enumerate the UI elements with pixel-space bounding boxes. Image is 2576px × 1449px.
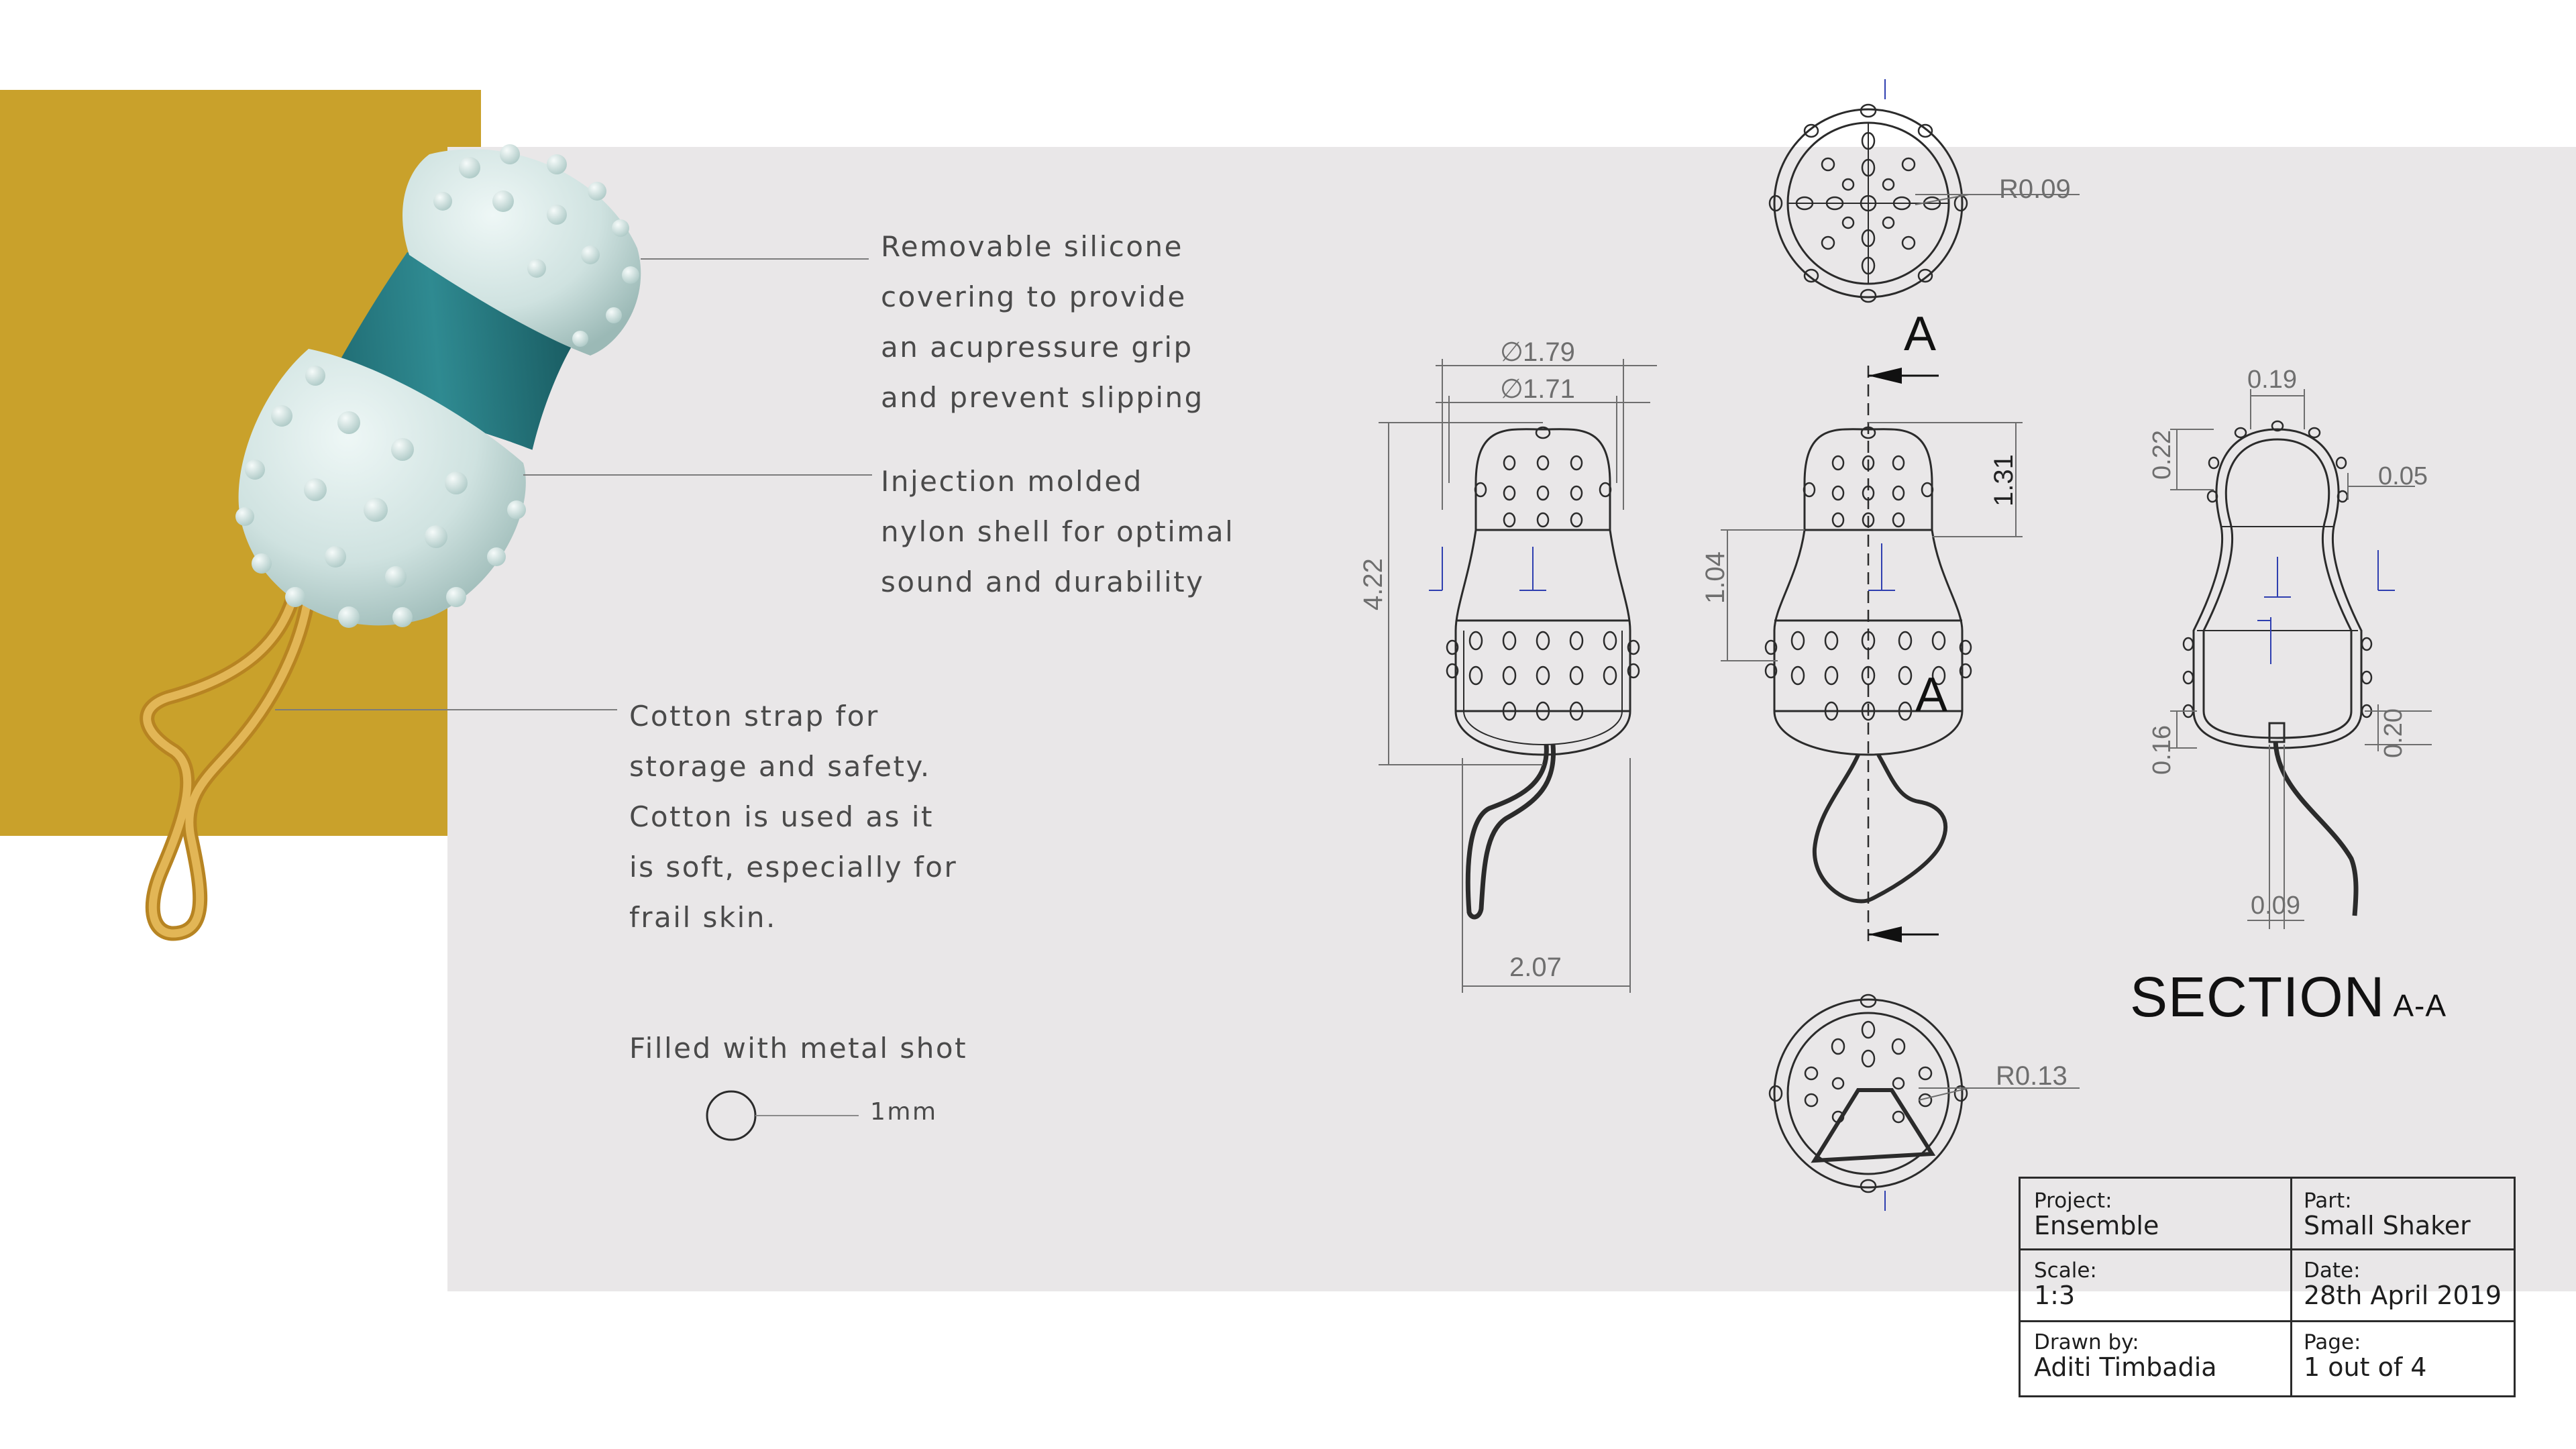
dim-total-height: 4.22 bbox=[1358, 558, 1388, 610]
part-label: Part: bbox=[2304, 1189, 2352, 1213]
axis-marks bbox=[1429, 79, 2395, 1211]
note-line: is soft, especially for bbox=[629, 851, 958, 883]
dim-waist-height: 1.04 bbox=[1701, 551, 1730, 604]
metal-shot-size: 1mm bbox=[870, 1098, 938, 1126]
dim-inner-diameter: 1.71 bbox=[1523, 374, 1575, 404]
part-value: Small Shaker bbox=[2304, 1211, 2471, 1240]
section-view bbox=[2184, 421, 2371, 916]
dim-section-hole: 0.09 bbox=[2251, 892, 2300, 920]
title-block-date bbox=[2290, 1248, 2516, 1320]
note-line: storage and safety. bbox=[629, 750, 931, 783]
section-markers bbox=[1904, 307, 1947, 722]
page-label: Page: bbox=[2304, 1330, 2361, 1354]
project-value: Ensemble bbox=[2034, 1211, 2159, 1240]
section-title-text: SECTION bbox=[2130, 965, 2385, 1028]
dimension-labels bbox=[1358, 174, 2428, 1091]
dim-section-side-thickness: 0.22 bbox=[2148, 430, 2176, 480]
note-line: Injection molded bbox=[881, 465, 1143, 498]
dim-section-top-thickness: 0.19 bbox=[2247, 366, 2297, 394]
dim-bottom-radius: R0.13 bbox=[1996, 1061, 2068, 1091]
date-label: Date: bbox=[2304, 1258, 2361, 1283]
dim-top-radius: R0.09 bbox=[1999, 174, 2071, 204]
project-label: Project: bbox=[2034, 1189, 2112, 1213]
title-block bbox=[2019, 1177, 2516, 1397]
top-view bbox=[1770, 105, 1967, 302]
note-line: frail skin. bbox=[629, 901, 777, 934]
section-title-suffix: A-A bbox=[2393, 988, 2447, 1023]
scale-label: Scale: bbox=[2034, 1258, 2097, 1283]
note-line: nylon shell for optimal bbox=[881, 515, 1235, 548]
note-line: an acupressure grip bbox=[881, 331, 1193, 364]
date-value: 28th April 2019 bbox=[2304, 1281, 2502, 1310]
dim-inner-diameter-symbol: ∅ bbox=[1500, 374, 1523, 404]
title-block-drawn-by bbox=[2021, 1320, 2290, 1397]
page-value: 1 out of 4 bbox=[2304, 1352, 2427, 1382]
section-marker-lower: A bbox=[1915, 668, 1948, 722]
dim-section-base-left: 0.16 bbox=[2148, 725, 2176, 775]
drawn-by-label: Drawn by: bbox=[2034, 1330, 2139, 1354]
drawn-by-value: Aditi Timbadia bbox=[2034, 1352, 2217, 1382]
section-title bbox=[2130, 965, 2447, 1030]
front-view bbox=[1447, 427, 1639, 917]
dim-outer-diameter: 1.79 bbox=[1523, 337, 1575, 367]
dim-top-height: 1.31 bbox=[1989, 454, 2019, 506]
bottom-view bbox=[1770, 995, 1967, 1192]
scale-value: 1:3 bbox=[2034, 1281, 2076, 1310]
title-block-project bbox=[2021, 1179, 2290, 1248]
front-view-holes bbox=[1470, 456, 1616, 720]
dim-section-small: 0.05 bbox=[2378, 462, 2428, 490]
bottom-view-bumps bbox=[1770, 995, 1967, 1192]
dim-total-width: 2.07 bbox=[1509, 953, 1562, 982]
note-line: Cotton strap for bbox=[629, 700, 879, 733]
section-marker-top: A bbox=[1904, 307, 1937, 361]
title-block-page bbox=[2290, 1320, 2516, 1397]
title-block-scale bbox=[2021, 1248, 2290, 1320]
note-line: Removable silicone bbox=[881, 230, 1183, 263]
front-view-bumps bbox=[1447, 427, 1639, 678]
bottom-view-holes bbox=[1805, 1022, 1931, 1122]
note-line: covering to provide bbox=[881, 280, 1187, 313]
note-line: Cotton is used as it bbox=[629, 800, 934, 833]
metal-shot-label: Filled with metal shot bbox=[629, 1032, 968, 1065]
dim-section-base-right: 0.20 bbox=[2379, 708, 2408, 758]
note-line: and prevent slipping bbox=[881, 381, 1204, 414]
dim-outer-diameter-symbol: ∅ bbox=[1500, 337, 1523, 367]
title-block-part bbox=[2290, 1179, 2516, 1248]
note-line: sound and durability bbox=[881, 566, 1205, 598]
